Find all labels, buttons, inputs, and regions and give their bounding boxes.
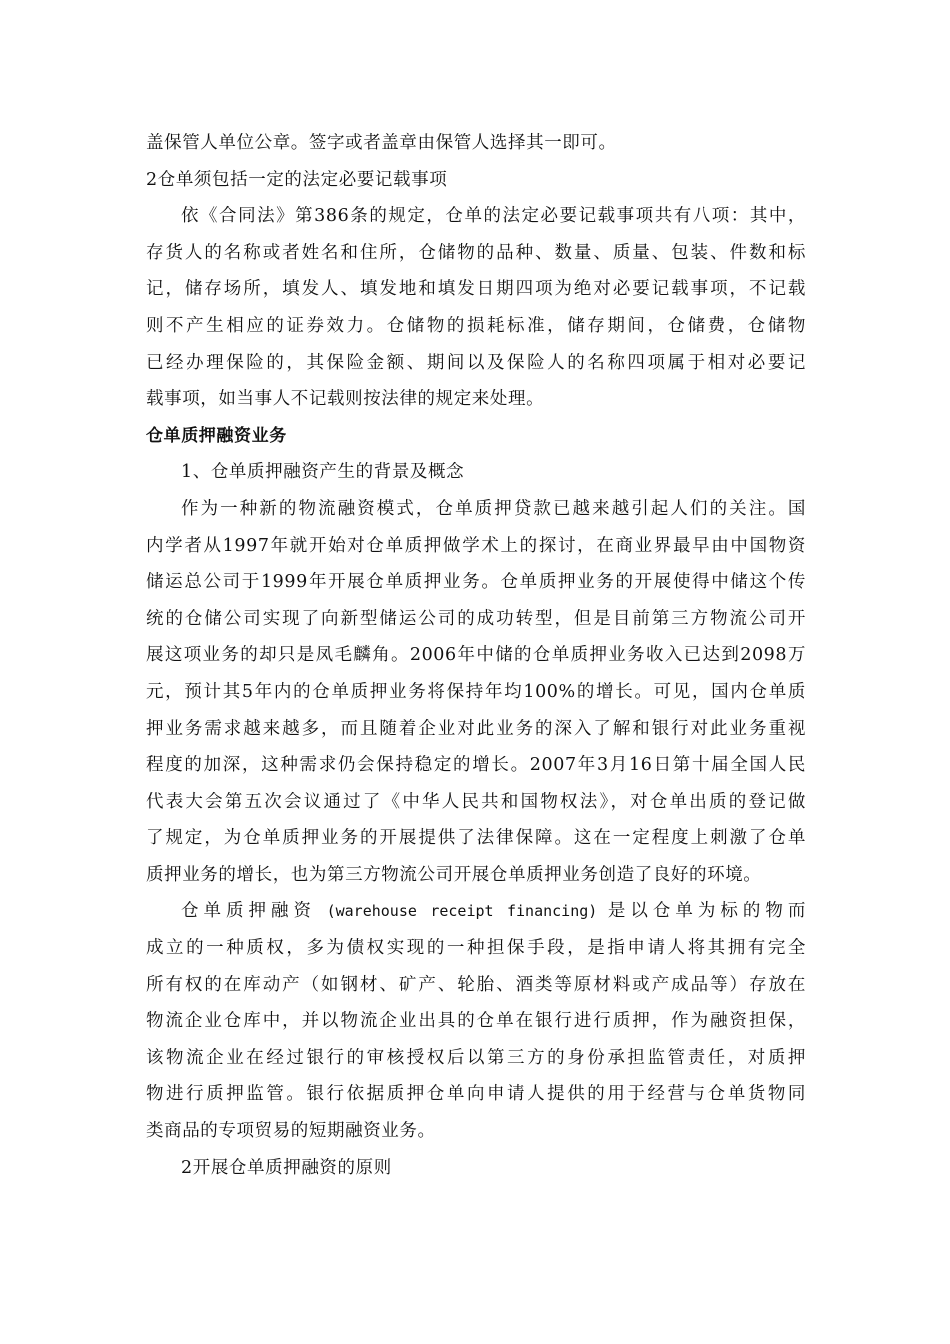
- english-term: (warehouse receipt financing): [326, 902, 598, 921]
- section-subheading: 1、仓单质押融资产生的背景及概念: [181, 462, 465, 483]
- text-line: 代表大会第五次会议通过了《中华人民共和国物权法》，对仓单出质的登记做: [146, 791, 806, 812]
- text-line: 已经办理保险的，其保险金额、期间以及保险人的名称四项属于相对必要记: [146, 352, 806, 373]
- text-line: 统的仓储公司实现了向新型储运公司的成功转型，但是目前第三方物流公司开: [146, 608, 806, 629]
- text-segment: 是以仓单为标的物而: [607, 901, 806, 922]
- text-segment: 仓单质押融资: [181, 901, 317, 922]
- text-line: 展这项业务的却只是凤毛麟角。2006年中储的仓单质押业务收入已达到2098万: [146, 645, 806, 666]
- text-line: 内学者从1997年就开始对仓单质押做学术上的探讨，在商业界最早由中国物资: [146, 535, 806, 556]
- text-line: 储运总公司于1999年开展仓单质押业务。仓单质押业务的开展使得中储这个传: [146, 572, 806, 593]
- text-line: 记，储存场所，填发人、填发地和填发日期四项为绝对必要记载事项，不记载: [146, 279, 806, 300]
- text-line: 物进行质押监管。银行依据质押仓单向申请人提供的用于经营与仓单货物同: [146, 1084, 806, 1105]
- text-line: 该物流企业在经过银行的审核授权后以第三方的身份承担监管责任，对质押: [146, 1047, 806, 1068]
- text-line: 类商品的专项贸易的短期融资业务。: [146, 1121, 436, 1142]
- text-line: 程度的加深，这种需求仍会保持稳定的增长。2007年3月16日第十届全国人民: [146, 755, 806, 776]
- text-line: 了规定，为仓单质押业务的开展提供了法律保障。这在一定程度上刺激了仓单: [146, 828, 806, 849]
- text-line: 载事项，如当事人不记载则按法律的规定来处理。: [146, 389, 545, 410]
- text-line: 成立的一种质权，多为债权实现的一种担保手段，是指申请人将其拥有完全: [146, 938, 806, 959]
- text-line: 作为一种新的物流融资模式，仓单质押贷款已越来越引起人们的关注。国: [181, 498, 806, 519]
- section-subheading: 2仓单须包括一定的法定必要记载事项: [146, 169, 448, 190]
- document-body: [146, 125, 806, 1186]
- text-line: 依《合同法》第386条的规定，仓单的法定必要记载事项共有八项：其中，: [181, 206, 806, 227]
- text-line: 所有权的在库动产（如钢材、矿产、轮胎、酒类等原材料或产成品等）存放在: [146, 974, 806, 995]
- text-line: 物流企业仓库中，并以物流企业出具的仓单在银行进行质押，作为融资担保，: [146, 1011, 806, 1032]
- section-heading: 仓单质押融资业务: [146, 425, 287, 446]
- section-subheading: 2开展仓单质押融资的原则: [181, 1157, 392, 1178]
- text-line: 质押业务的增长，也为第三方物流公司开展仓单质押业务创造了良好的环境。: [146, 864, 762, 885]
- text-line: 则不产生相应的证券效力。仓储物的损耗标准，储存期间，仓储费，仓储物: [146, 315, 806, 336]
- text-line: 存货人的名称或者姓名和住所，仓储物的品种、数量、质量、包装、件数和标: [146, 242, 806, 263]
- text-line: [146, 893, 806, 930]
- text-line: 元，预计其5年内的仓单质押业务将保持年均100%的增长。可见，国内仓单质: [146, 681, 806, 702]
- text-line: 盖保管人单位公章。签字或者盖章由保管人选择其一即可。: [146, 133, 617, 153]
- text-line: 押业务需求越来越多，而且随着企业对此业务的深入了解和银行对此业务重视: [146, 718, 806, 739]
